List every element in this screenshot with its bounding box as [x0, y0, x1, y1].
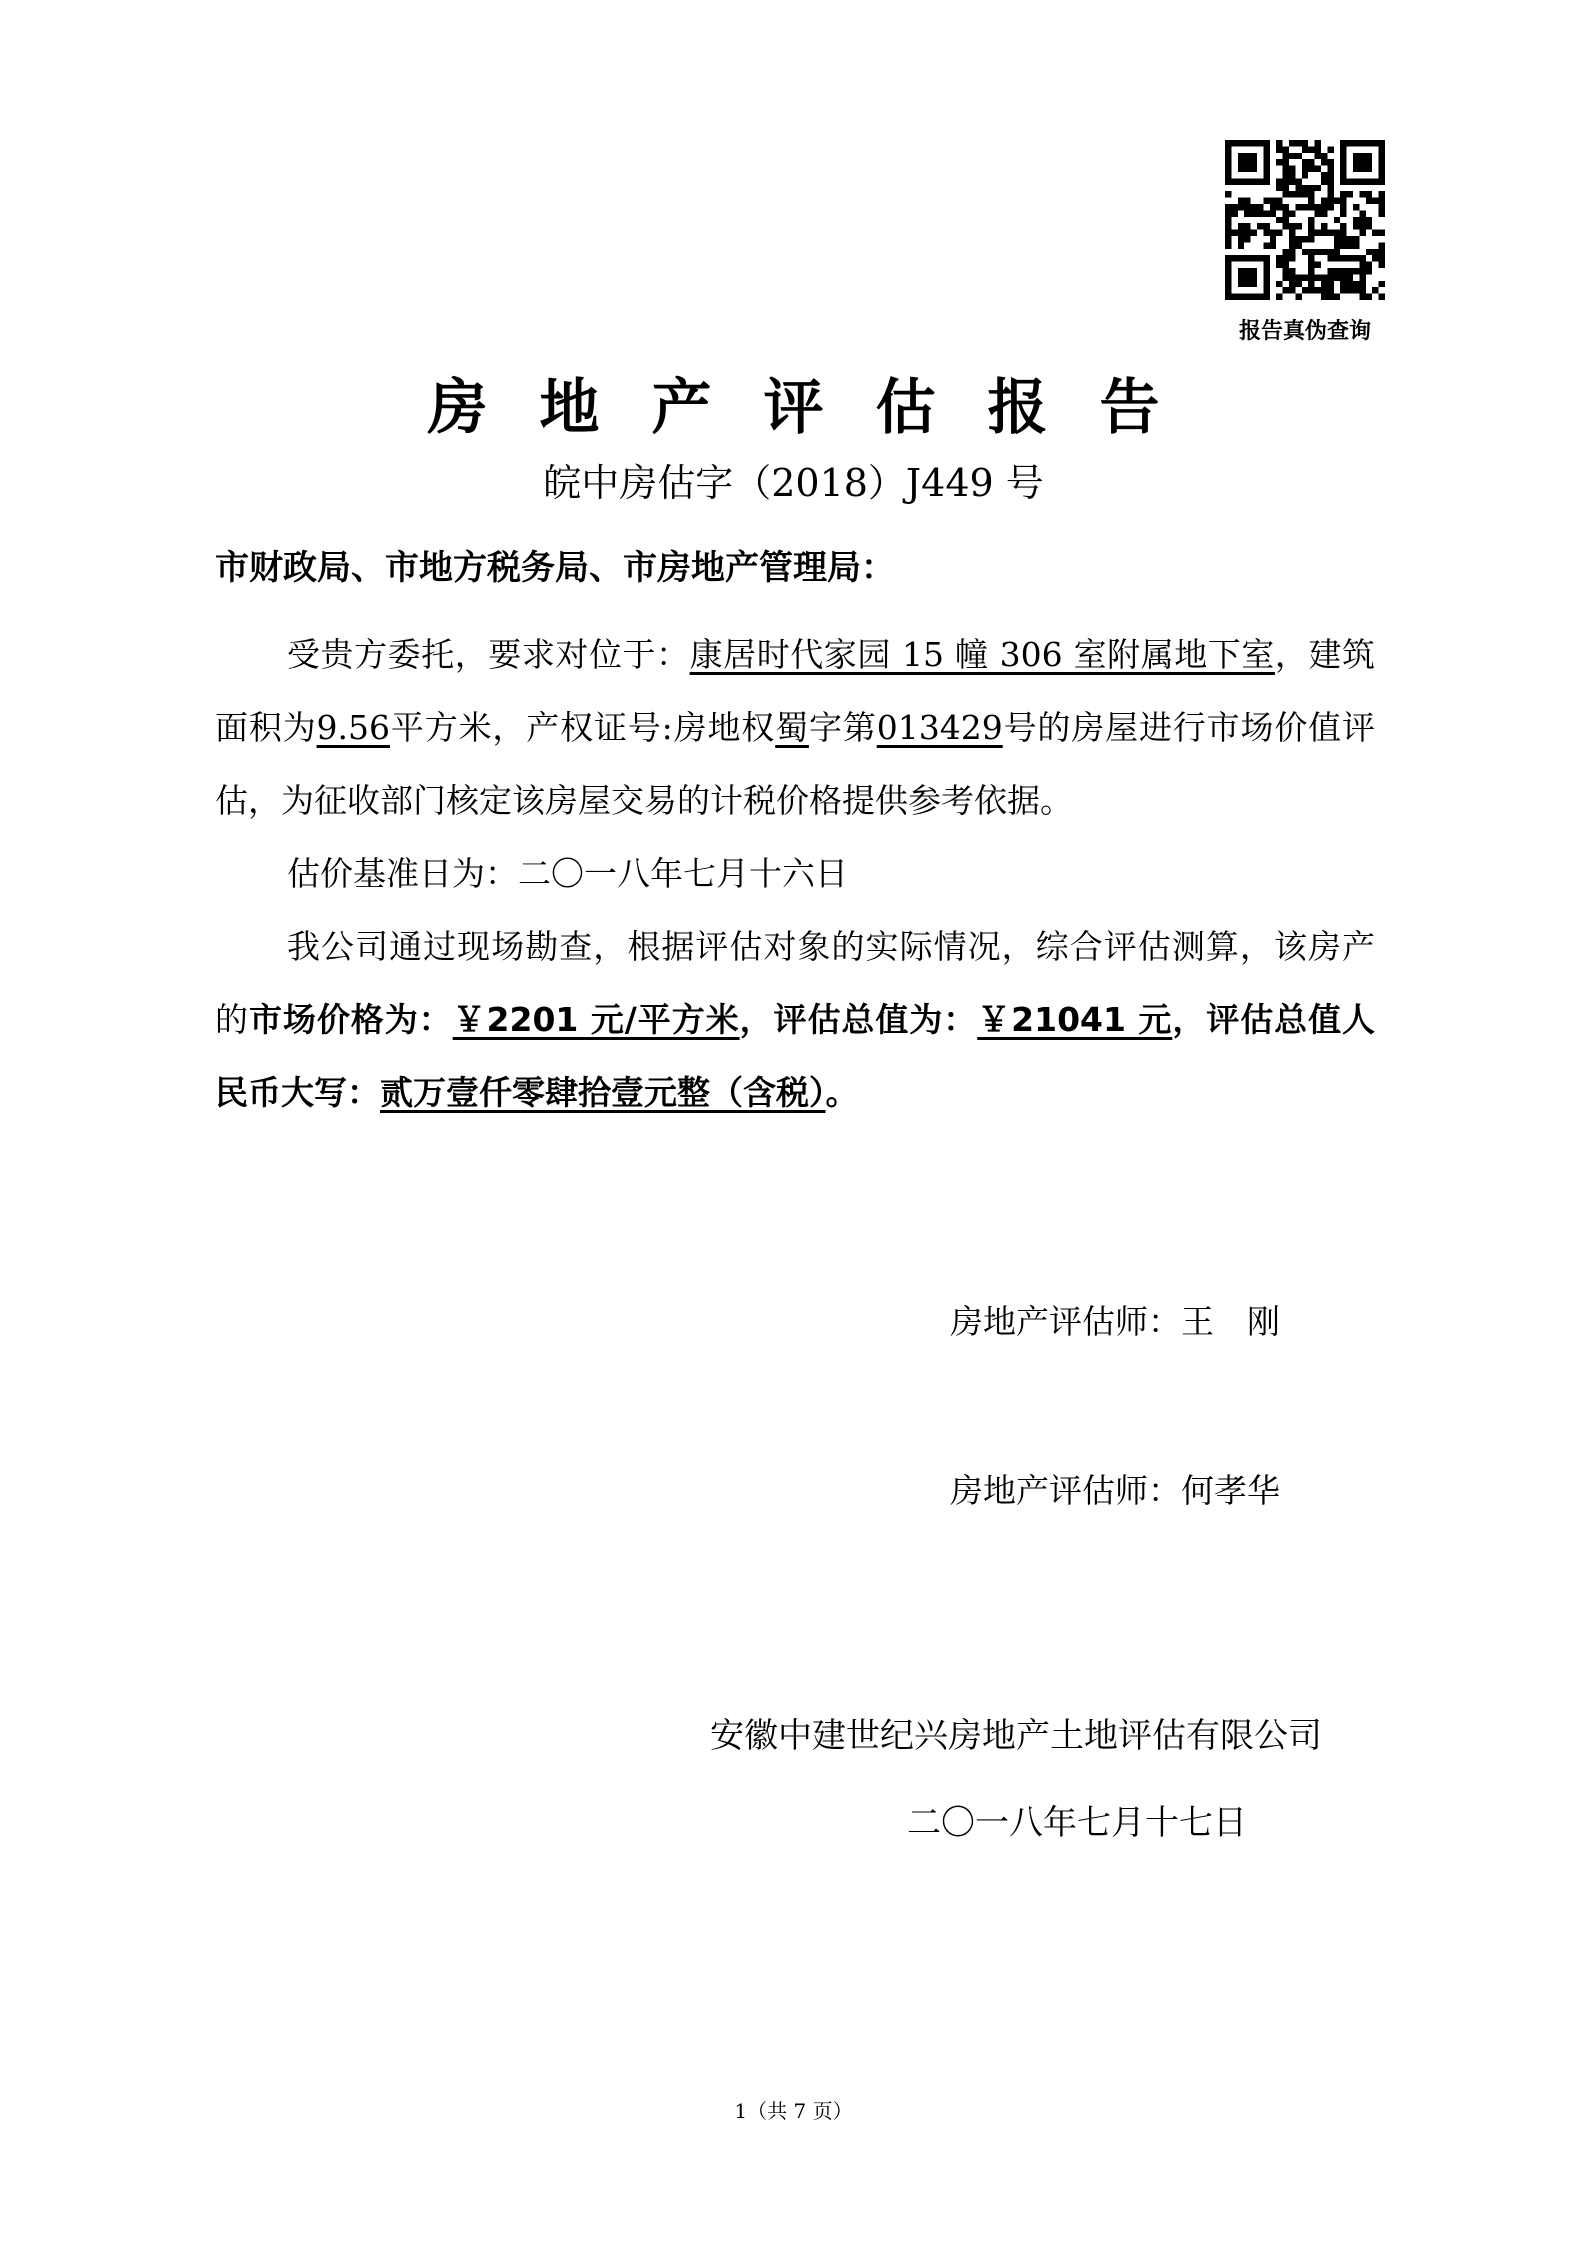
paragraph-valuation-date: 估价基准日为：二〇一八年七月十六日 — [287, 854, 848, 893]
property-location: 康居时代家园 15 幢 306 室附属地下室 — [689, 635, 1275, 674]
page-footer: 1（共 7 页） — [734, 2099, 853, 2123]
appraiser-2: 房地产评估师：何孝华 — [950, 1471, 1280, 1510]
company-name: 安徽中建世纪兴房地产土地评估有限公司 — [710, 1716, 1322, 1756]
sep: ， — [1172, 1000, 1207, 1039]
certificate-number: 013429 — [876, 708, 1003, 747]
text: 号的房屋进行市场价值评估，为征收部门核定该房屋交易的计税价格提供参考依据。 — [215, 708, 1376, 820]
text: 受贵方委托，要求对位于： — [287, 635, 690, 674]
label-total-value: 评估总值为： — [773, 1000, 978, 1039]
appraiser-1: 房地产评估师：王 刚 — [950, 1302, 1280, 1341]
building-area: 9.56 — [316, 708, 391, 747]
total-value: ￥21041 元 — [977, 1000, 1173, 1039]
sep: 。 — [825, 1073, 859, 1112]
capital-amount: 贰万壹仟零肆拾壹元整（含税） — [380, 1073, 826, 1112]
text: 平方米，产权证号:房地权 — [390, 708, 776, 747]
sep: ， — [739, 1000, 774, 1039]
text: 我公司通过现场勘查，根据评估对象的实际情况，综合评估测算，该房产的 — [215, 927, 1375, 1039]
paragraph-result — [215, 910, 1375, 1129]
cert-prefix: 蜀 — [775, 708, 810, 747]
qr-code-icon — [1225, 140, 1385, 300]
label-capital-amount: 评估总值人民币大写： — [215, 1000, 1376, 1112]
qr-caption: 报告真伪查询 — [1238, 319, 1371, 344]
report-body — [215, 618, 1375, 1129]
page-title: 房地产评估报告 — [427, 373, 1212, 443]
text: ，建筑面积为 — [215, 635, 1376, 747]
text: 字第 — [809, 708, 877, 747]
addressee: 市财政局、市地方税务局、市房地产管理局： — [215, 548, 895, 588]
report-date: 二〇一八年七月十七日 — [907, 1803, 1247, 1843]
paragraph-commission — [215, 618, 1375, 837]
label-market-price: 市场价格为： — [248, 1000, 453, 1039]
unit-price: ￥2201 元/平方米 — [452, 1000, 740, 1039]
document-number: 皖中房估字（2018）J449 号 — [543, 461, 1044, 505]
